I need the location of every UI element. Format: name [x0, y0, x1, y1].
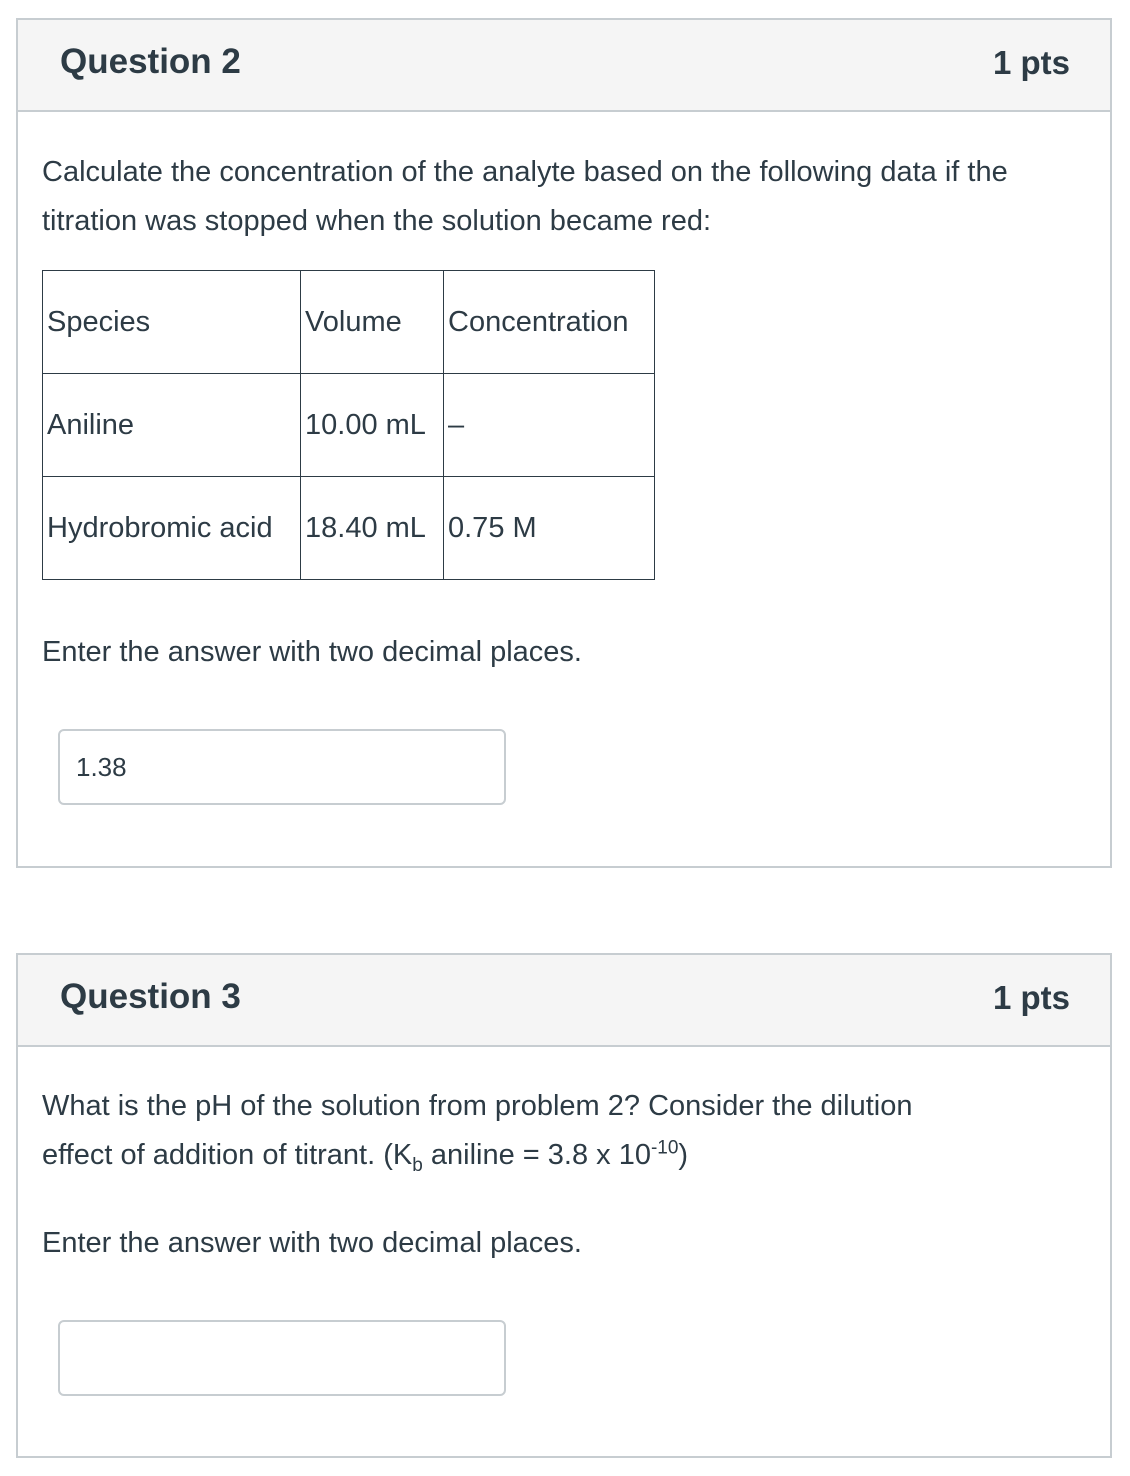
table-cell: 10.00 mL — [301, 374, 444, 477]
table-cell: Hydrobromic acid — [43, 477, 301, 580]
question-3-title: Question 3 — [60, 977, 241, 1016]
question-3-prompt-line2: effect of addition of titrant. (K — [42, 1139, 413, 1171]
question-2-instruction: Enter the answer with two decimal places. — [42, 636, 582, 668]
exponent-superscript: -10 — [650, 1137, 679, 1159]
table-row — [43, 477, 655, 580]
question-3-header — [18, 955, 1110, 1047]
question-3-prompt-line1: What is the pH of the solution from problem 2? Consider the dilution — [42, 1090, 913, 1122]
question-3-points: 1 pts — [992, 979, 1070, 1016]
question-3-instruction: Enter the answer with two decimal places. — [42, 1227, 582, 1259]
table-cell: 18.40 mL — [301, 477, 444, 580]
table-header-row — [43, 271, 655, 374]
table-cell: Aniline — [43, 374, 301, 477]
table-header-cell: Concentration — [444, 271, 655, 374]
question-2-answer-input[interactable] — [58, 729, 506, 805]
question-3-prompt-line2-end: ) — [678, 1139, 689, 1171]
table-cell: – — [444, 374, 655, 477]
question-2-title: Question 2 — [60, 42, 241, 81]
question-3-prompt-line2-mid: aniline = 3.8 x 10 — [422, 1139, 651, 1171]
data-table — [42, 270, 655, 580]
question-2-prompt: Calculate the concentration of the analyte based on the following data if the titration was stopped when the solution became red: — [42, 156, 1008, 237]
question-2-points: 1 pts — [992, 44, 1070, 81]
question-3-prompt — [42, 1082, 912, 1180]
table-header-cell: Volume — [301, 271, 444, 374]
kb-subscript: b — [412, 1154, 423, 1176]
question-3-answer-input[interactable] — [58, 1320, 506, 1396]
table-cell: 0.75 M — [444, 477, 655, 580]
question-2-header — [18, 20, 1110, 112]
table-header-cell: Species — [43, 271, 301, 374]
table-row — [43, 374, 655, 477]
